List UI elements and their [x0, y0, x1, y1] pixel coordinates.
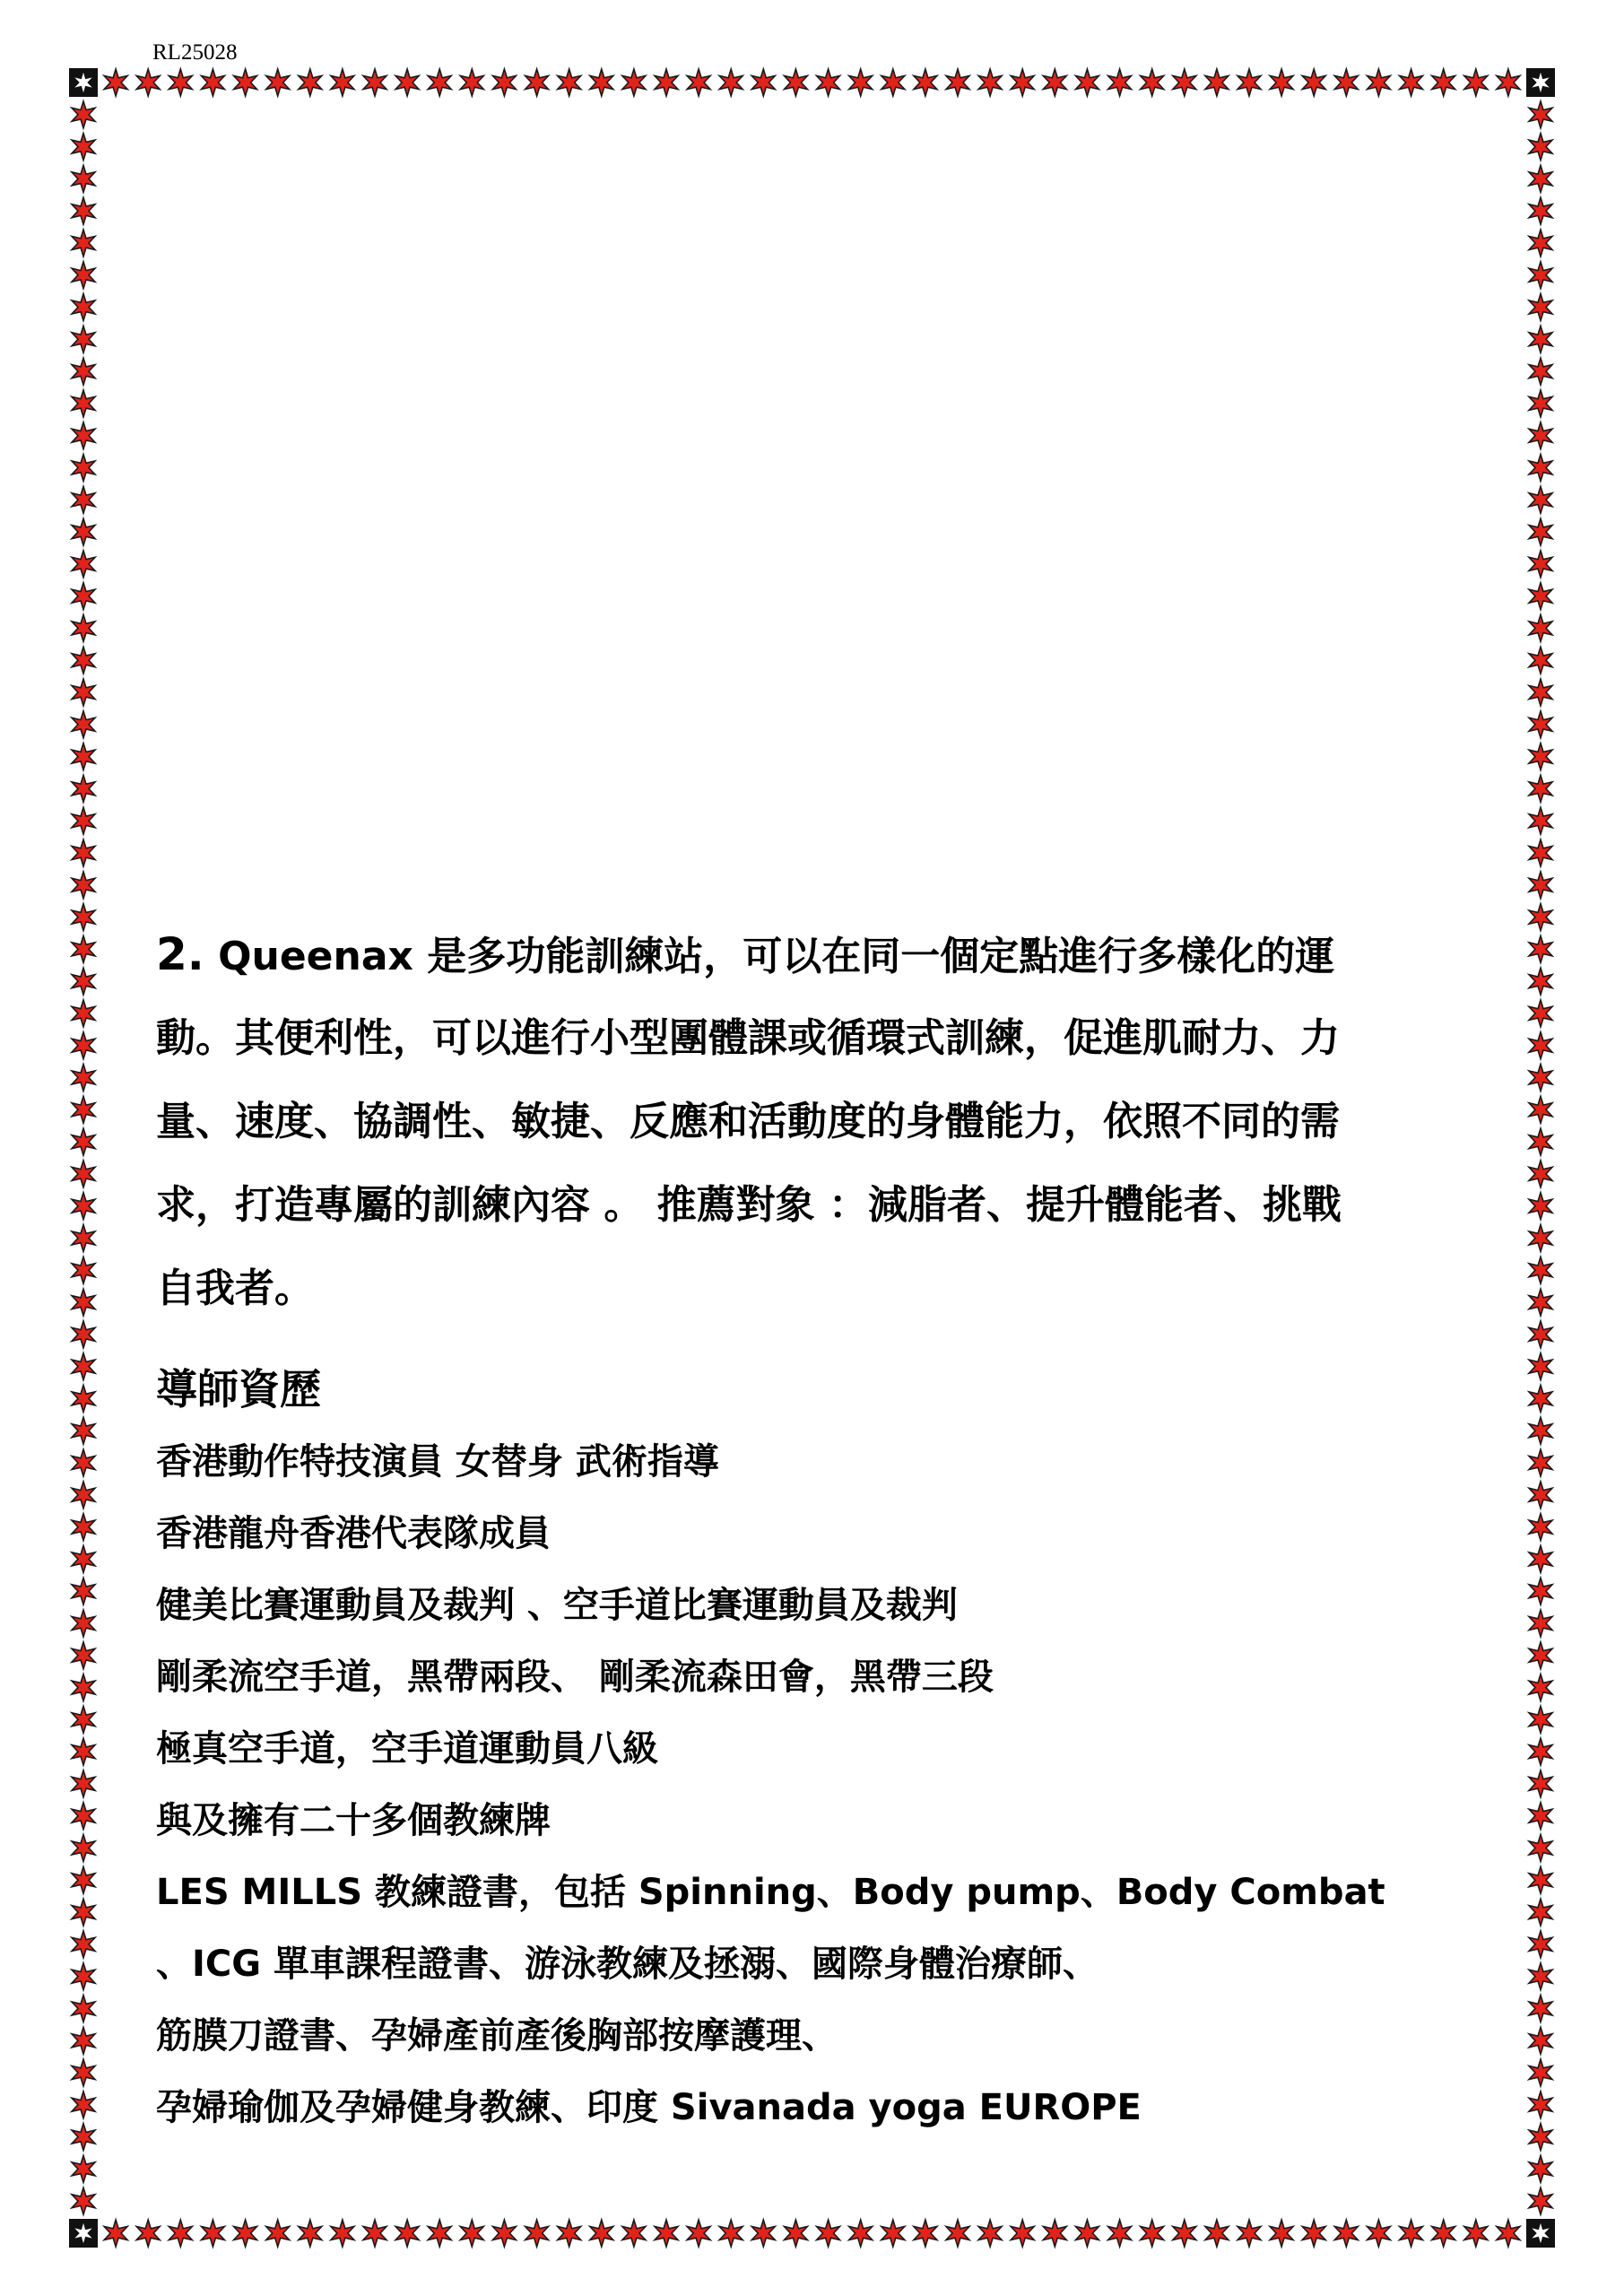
- star-icon: [1529, 2124, 1552, 2151]
- star-icon: [1529, 2059, 1552, 2086]
- star-icon: [72, 839, 95, 866]
- star-icon: [72, 1866, 95, 1893]
- star-icon: [72, 679, 95, 706]
- star-icon: [1497, 69, 1520, 96]
- star-icon: [72, 294, 95, 321]
- star-icon: [72, 1931, 95, 1958]
- intro-line: 求，打造專屬的訓練內容 。 推薦對象 ：減脂者、提升體能者、挑戰: [156, 1182, 1342, 1228]
- star-icon: [751, 69, 775, 96]
- star-icon: [1529, 2027, 1552, 2054]
- star-icon: [590, 2220, 613, 2247]
- star-icon: [1529, 134, 1552, 161]
- star-icon: [331, 69, 354, 96]
- star-icon: [525, 2220, 549, 2247]
- star-icon: [1529, 294, 1552, 321]
- star-icon: [493, 2220, 517, 2247]
- star-icon: [72, 518, 95, 545]
- star-icon: [72, 807, 95, 834]
- star-icon: [1529, 1065, 1552, 1091]
- star-icon: [1529, 744, 1552, 770]
- star-icon: [363, 69, 386, 96]
- star-icon: [169, 69, 192, 96]
- star-icon: [1529, 647, 1552, 674]
- corner-ornament-icon: [1526, 68, 1555, 97]
- star-icon: [1529, 358, 1552, 385]
- star-icon: [72, 872, 95, 899]
- star-icon: [1529, 486, 1552, 513]
- star-icon: [72, 935, 95, 962]
- star-icon: [590, 69, 613, 96]
- star-icon: [1529, 2155, 1552, 2182]
- star-icon: [751, 2220, 775, 2247]
- star-icon: [1529, 1706, 1552, 1733]
- star-icon: [1529, 1545, 1552, 1572]
- star-icon: [1529, 968, 1552, 995]
- star-icon: [1529, 455, 1552, 482]
- star-icon: [1529, 326, 1552, 352]
- star-icon: [1141, 2220, 1164, 2247]
- star-icon: [72, 1193, 95, 1220]
- star-icon: [72, 744, 95, 770]
- star-icon: [72, 968, 95, 995]
- star-icon: [1529, 1321, 1552, 1348]
- star-icon: [72, 2124, 95, 2151]
- star-icon: [1529, 390, 1552, 417]
- star-icon: [72, 358, 95, 385]
- star-icon: [1529, 1835, 1552, 1862]
- star-icon: [1529, 422, 1552, 449]
- star-icon: [234, 69, 257, 96]
- qualifications-section: [156, 1352, 1483, 2144]
- star-icon: [72, 1449, 95, 1476]
- star-icon: [1529, 1385, 1552, 1412]
- star-icon: [331, 2220, 354, 2247]
- star-icon: [1529, 1642, 1552, 1669]
- star-icon: [72, 2187, 95, 2214]
- star-icon: [881, 69, 905, 96]
- intro-line: 動。其便利性，可以進行小型團體課或循環式訓練，促進肌耐力、力: [156, 1015, 1340, 1061]
- star-icon: [1302, 69, 1325, 96]
- corner-ornament-icon: [69, 2219, 98, 2248]
- star-icon: [1529, 1803, 1552, 1830]
- star-icon: [72, 1706, 95, 1733]
- star-icon: [460, 2220, 483, 2247]
- star-icon: [395, 2220, 419, 2247]
- star-icon: [719, 69, 743, 96]
- star-icon: [1076, 69, 1099, 96]
- star-icon: [1432, 2220, 1455, 2247]
- star-icon: [1529, 1417, 1552, 1444]
- star-icon: [1173, 69, 1196, 96]
- qualification-item: 與及擁有二十多個教練牌: [156, 1800, 551, 1841]
- star-icon: [202, 69, 225, 96]
- star-icon: [558, 69, 581, 96]
- qualification-item: 香港龍舟香港代表隊成員: [156, 1513, 551, 1554]
- star-icon: [1270, 69, 1293, 96]
- intro-line-text: Queenax 是多功能訓練站，可以在同一個定點進行多樣化的運: [204, 934, 1335, 979]
- star-icon: [72, 1353, 95, 1380]
- star-icon: [1529, 1000, 1552, 1027]
- star-icon: [1529, 1578, 1552, 1605]
- star-icon: [72, 1835, 95, 1862]
- star-icon: [72, 1545, 95, 1572]
- star-icon: [72, 422, 95, 449]
- qualification-item: 極真空手道，空手道運動員八級: [156, 1728, 658, 1770]
- star-icon: [1529, 1963, 1552, 1990]
- star-icon: [72, 2059, 95, 2086]
- star-icon: [1368, 69, 1391, 96]
- star-icon: [914, 2220, 937, 2247]
- star-icon: [72, 1065, 95, 1091]
- star-icon: [1043, 2220, 1066, 2247]
- intro-line: 自我者。: [156, 1265, 314, 1311]
- star-icon: [881, 2220, 905, 2247]
- star-icon: [978, 69, 1002, 96]
- star-icon: [363, 2220, 386, 2247]
- star-icon: [1529, 101, 1552, 128]
- section-number: 2.: [156, 928, 204, 980]
- star-icon: [72, 455, 95, 482]
- star-icon: [72, 1803, 95, 1830]
- star-icon: [72, 711, 95, 738]
- star-icon: [1529, 1257, 1552, 1283]
- qualification-item: 健美比賽運動員及裁判 、空手道比賽運動員及裁判: [156, 1585, 958, 1626]
- star-icon: [1011, 69, 1034, 96]
- star-icon: [1529, 1128, 1552, 1155]
- star-icon: [1529, 518, 1552, 545]
- star-icon: [946, 69, 969, 96]
- star-icon: [299, 2220, 322, 2247]
- star-icon: [1529, 614, 1552, 641]
- star-icon: [72, 1899, 95, 1926]
- star-icon: [72, 230, 95, 257]
- star-icon: [136, 2220, 160, 2247]
- star-icon: [1205, 69, 1229, 96]
- star-icon: [72, 1289, 95, 1316]
- star-icon: [1141, 69, 1164, 96]
- star-icon: [1497, 2220, 1520, 2247]
- corner-ornament-icon: [1526, 2219, 1555, 2248]
- star-icon: [849, 69, 873, 96]
- star-icon: [1529, 165, 1552, 192]
- star-icon: [428, 69, 451, 96]
- star-icon: [72, 1225, 95, 1252]
- star-icon: [72, 1257, 95, 1283]
- star-icon: [558, 2220, 581, 2247]
- star-icon: [266, 2220, 290, 2247]
- star-icon: [1529, 935, 1552, 962]
- star-icon: [72, 1642, 95, 1669]
- star-icon: [1529, 775, 1552, 802]
- qualification-item: 筋膜刀證書、孕婦產前產後胸部按摩護理、: [156, 2015, 838, 2057]
- star-icon: [1529, 262, 1552, 289]
- star-icon: [72, 1096, 95, 1123]
- star-icon: [1076, 2220, 1099, 2247]
- star-icon: [1464, 2220, 1488, 2247]
- star-icon: [1529, 1353, 1552, 1380]
- star-icon: [136, 69, 160, 96]
- star-icon: [72, 165, 95, 192]
- star-icon: [1043, 69, 1066, 96]
- star-icon: [72, 647, 95, 674]
- star-icon: [849, 2220, 873, 2247]
- star-icon: [72, 1385, 95, 1412]
- star-icon: [817, 2220, 840, 2247]
- star-icon: [72, 101, 95, 128]
- star-icon: [1529, 711, 1552, 738]
- star-icon: [1529, 1738, 1552, 1765]
- star-icon: [914, 69, 937, 96]
- star-icon: [72, 1738, 95, 1765]
- star-icon: [946, 2220, 969, 2247]
- star-icon: [72, 1610, 95, 1637]
- star-icon: [817, 69, 840, 96]
- star-icon: [1529, 1225, 1552, 1252]
- star-icon: [72, 1770, 95, 1797]
- star-icon: [525, 69, 549, 96]
- star-icon: [72, 134, 95, 161]
- star-icon: [72, 1996, 95, 2022]
- star-icon: [785, 2220, 808, 2247]
- star-icon: [72, 390, 95, 417]
- star-icon: [1529, 1770, 1552, 1797]
- star-icon: [72, 2027, 95, 2054]
- star-icon: [1529, 1996, 1552, 2022]
- star-icon: [72, 1482, 95, 1509]
- star-icon: [622, 2220, 646, 2247]
- star-icon: [978, 2220, 1002, 2247]
- star-icon: [1529, 872, 1552, 899]
- star-icon: [622, 69, 646, 96]
- star-icon: [72, 551, 95, 578]
- star-icon: [493, 69, 517, 96]
- star-icon: [1173, 2220, 1196, 2247]
- star-icon: [655, 69, 678, 96]
- star-icon: [1302, 2220, 1325, 2247]
- star-icon: [1529, 197, 1552, 224]
- star-icon: [1529, 551, 1552, 578]
- intro-line: 量、速度、協調性、敏捷、反應和活動度的身體能力，依照不同的需: [156, 1099, 1340, 1144]
- star-icon: [1011, 2220, 1034, 2247]
- star-icon: [1529, 1514, 1552, 1541]
- corner-ornament-icon: [69, 68, 98, 97]
- star-icon: [72, 614, 95, 641]
- star-icon: [1529, 1482, 1552, 1509]
- star-icon: [1108, 69, 1132, 96]
- intro-line: [156, 913, 1483, 996]
- star-icon: [72, 326, 95, 352]
- star-icon: [428, 2220, 451, 2247]
- star-icon: [1529, 1193, 1552, 1220]
- star-icon: [1334, 2220, 1358, 2247]
- star-icon: [202, 2220, 225, 2247]
- star-icon: [1529, 1161, 1552, 1187]
- intro-paragraph: [156, 913, 1483, 1330]
- star-icon: [72, 1128, 95, 1155]
- star-icon: [1529, 1931, 1552, 1958]
- star-icon: [1238, 2220, 1261, 2247]
- star-icon: [266, 69, 290, 96]
- star-icon: [104, 2220, 127, 2247]
- star-icon: [72, 1032, 95, 1059]
- star-icon: [1529, 230, 1552, 257]
- star-icon: [1529, 1096, 1552, 1123]
- star-icon: [72, 2092, 95, 2118]
- star-icon: [1400, 2220, 1423, 2247]
- star-icon: [1270, 2220, 1293, 2247]
- star-icon: [1529, 1899, 1552, 1926]
- star-icon: [687, 69, 710, 96]
- star-icon: [1432, 69, 1455, 96]
- star-icon: [1529, 807, 1552, 834]
- qualification-item: 剛柔流空手道，黑帶兩段、 剛柔流森田會，黑帶三段: [156, 1657, 994, 1698]
- star-icon: [1368, 2220, 1391, 2247]
- star-icon: [1529, 2187, 1552, 2214]
- qualification-item: LES MILLS 教練證書，包括 Spinning、Body pump、Body Combat: [156, 1872, 1385, 1913]
- star-icon: [1529, 1449, 1552, 1476]
- star-icon: [1529, 2092, 1552, 2118]
- star-icon: [72, 904, 95, 931]
- star-icon: [785, 69, 808, 96]
- star-icon: [1205, 2220, 1229, 2247]
- star-icon: [72, 1514, 95, 1541]
- star-icon: [1238, 69, 1261, 96]
- star-icon: [72, 262, 95, 289]
- star-icon: [1529, 583, 1552, 610]
- star-icon: [72, 486, 95, 513]
- star-icon: [1464, 69, 1488, 96]
- star-icon: [72, 1321, 95, 1348]
- star-icon: [719, 2220, 743, 2247]
- star-icon: [1529, 839, 1552, 866]
- star-icon: [72, 775, 95, 802]
- star-icon: [687, 2220, 710, 2247]
- star-icon: [72, 1578, 95, 1605]
- qualification-item: 、ICG 單車課程證書、游泳教練及拯溺、國際身體治療師、: [156, 1944, 1099, 1985]
- qualifications-heading: 導師資歷: [156, 1365, 321, 1413]
- star-icon: [104, 69, 127, 96]
- star-icon: [1529, 679, 1552, 706]
- star-icon: [72, 1674, 95, 1701]
- star-icon: [1529, 1866, 1552, 1893]
- qualification-item: 孕婦瑜伽及孕婦健身教練、印度 Sivanada yoga EUROPE: [156, 2087, 1142, 2128]
- document-code: RL25028: [152, 40, 238, 65]
- star-icon: [299, 69, 322, 96]
- star-icon: [1108, 2220, 1132, 2247]
- star-icon: [72, 1161, 95, 1187]
- star-icon: [1529, 904, 1552, 931]
- star-icon: [395, 69, 419, 96]
- star-icon: [1529, 1610, 1552, 1637]
- star-icon: [655, 2220, 678, 2247]
- star-icon: [234, 2220, 257, 2247]
- star-icon: [460, 69, 483, 96]
- star-icon: [72, 1000, 95, 1027]
- star-icon: [72, 197, 95, 224]
- star-icon: [1529, 1674, 1552, 1701]
- star-icon: [72, 2155, 95, 2182]
- qualification-item: 香港動作特技演員 女替身 武術指導: [156, 1441, 719, 1483]
- star-icon: [72, 583, 95, 610]
- star-icon: [1400, 69, 1423, 96]
- star-icon: [169, 2220, 192, 2247]
- star-icon: [1529, 1289, 1552, 1316]
- star-icon: [1334, 69, 1358, 96]
- star-icon: [1529, 1032, 1552, 1059]
- star-icon: [72, 1963, 95, 1990]
- star-icon: [72, 1417, 95, 1444]
